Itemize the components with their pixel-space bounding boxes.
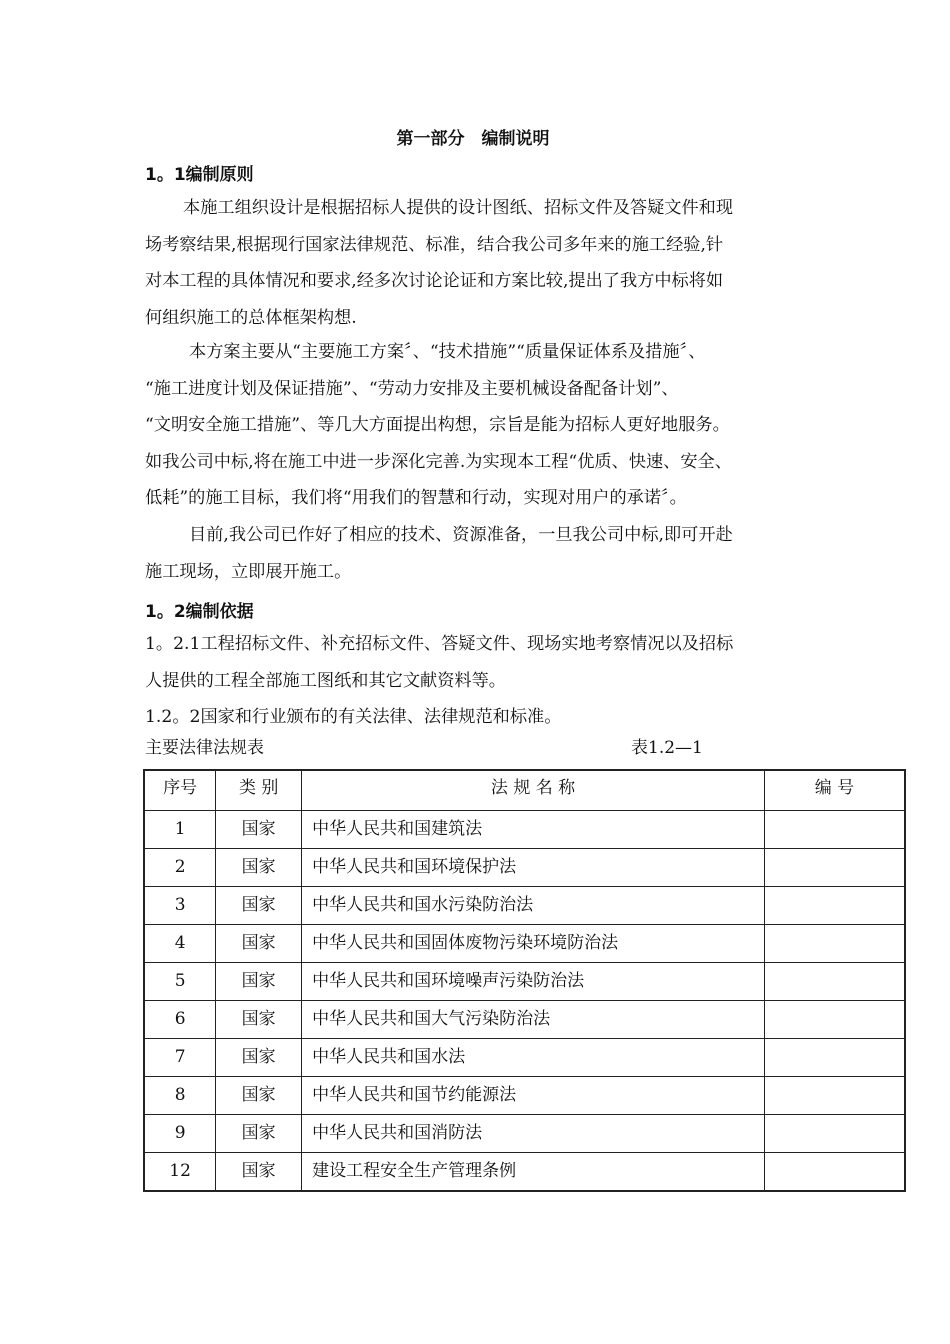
paragraph-basis-item-1: [145, 626, 815, 699]
table-header-row: [144, 770, 905, 811]
text-line: 1.2。2国家和行业颁布的有关法律、法律规范和标准。: [145, 707, 562, 727]
cell-no: 1: [144, 811, 216, 849]
table-row: [144, 1077, 905, 1115]
cell-no: 2: [144, 849, 216, 887]
cell-code: [764, 1077, 905, 1115]
cell-name: 中华人民共和国环境保护法: [302, 849, 765, 887]
laws-table: [143, 769, 906, 1192]
cell-name: 中华人民共和国消防法: [302, 1115, 765, 1153]
paragraph-basis-item-2: [145, 699, 815, 736]
cell-code: [764, 849, 905, 887]
table-row: [144, 1115, 905, 1153]
cell-no: 12: [144, 1153, 216, 1192]
cell-type: 国家: [216, 1153, 302, 1192]
text-line: 低耗”的施工目标，我们将“用我们的智慧和行动，实现对用户的承诺〞。: [145, 488, 687, 508]
cell-name: 中华人民共和国大气污染防治法: [302, 1001, 765, 1039]
table-row: [144, 849, 905, 887]
cell-no: 8: [144, 1077, 216, 1115]
text-line: 1。2.1工程招标文件、补充招标文件、答疑文件、现场实地考察情况以及招标: [145, 634, 734, 654]
cell-name: 中华人民共和国环境噪声污染防治法: [302, 963, 765, 1001]
col-header-code: 编 号: [764, 770, 905, 811]
cell-type: 国家: [216, 849, 302, 887]
table-caption: 主要法律法规表: [145, 738, 264, 758]
cell-name: 中华人民共和国固体废物污染环境防治法: [302, 925, 765, 963]
text-line: 本方案主要从“主要施工方案〞、“技术措施”“质量保证体系及措施〞、: [189, 342, 706, 362]
table-row: [144, 963, 905, 1001]
table-row: [144, 925, 905, 963]
cell-no: 9: [144, 1115, 216, 1153]
cell-code: [764, 1153, 905, 1192]
text-line: 何组织施工的总体框架构想.: [145, 307, 357, 328]
cell-no: 4: [144, 925, 216, 963]
text-line: “文明安全施工措施”、等几大方面提出构想，宗旨是能为招标人更好地服务。: [145, 415, 730, 435]
cell-type: 国家: [216, 811, 302, 849]
cell-code: [764, 1039, 905, 1077]
col-header-no: 序号: [144, 770, 216, 811]
table-row: [144, 1001, 905, 1039]
cell-type: 国家: [216, 1001, 302, 1039]
table-row: [144, 1153, 905, 1192]
text-line: 本施工组织设计是根据招标人提供的设计图纸、招标文件及答疑文件和现: [183, 198, 734, 218]
paragraph-principles: [145, 190, 815, 336]
paragraph-preparation: [145, 517, 815, 590]
cell-no: 7: [144, 1039, 216, 1077]
text-line: 施工现场，立即展开施工。: [145, 561, 352, 582]
cell-code: [764, 1115, 905, 1153]
cell-name: 建设工程安全生产管理条例: [302, 1153, 765, 1192]
col-header-name: 法 规 名 称: [302, 770, 765, 811]
text-line: 对本工程的具体情况和要求,经多次讨论论证和方案比较,提出了我方中标将如: [145, 271, 724, 291]
cell-no: 5: [144, 963, 216, 1001]
cell-name: 中华人民共和国水法: [302, 1039, 765, 1077]
table-row: [144, 887, 905, 925]
cell-type: 国家: [216, 1115, 302, 1153]
cell-name: 中华人民共和国水污染防治法: [302, 887, 765, 925]
cell-code: [764, 925, 905, 963]
page-title: 第一部分 编制说明: [396, 129, 550, 149]
cell-type: 国家: [216, 1039, 302, 1077]
cell-type: 国家: [216, 887, 302, 925]
text-line: 目前,我公司已作好了相应的技术、资源准备，一旦我公司中标,即可开赴: [189, 525, 733, 545]
text-line: 人提供的工程全部施工图纸和其它文献资料等。: [145, 670, 506, 691]
cell-type: 国家: [216, 925, 302, 963]
cell-type: 国家: [216, 963, 302, 1001]
table-number: 表1.2—1: [631, 738, 703, 758]
table-row: [144, 1039, 905, 1077]
cell-name: 中华人民共和国建筑法: [302, 811, 765, 849]
paragraph-plan-overview: [145, 334, 815, 517]
col-header-type: 类 别: [216, 770, 302, 811]
cell-type: 国家: [216, 1077, 302, 1115]
cell-code: [764, 963, 905, 1001]
section-heading-basis: 1。2编制依据: [145, 602, 254, 622]
cell-code: [764, 887, 905, 925]
cell-name: 中华人民共和国节约能源法: [302, 1077, 765, 1115]
text-line: “施工进度计划及保证措施”、“劳动力安排及主要机械设备配备计划”、: [145, 378, 679, 399]
text-line: 场考察结果,根据现行国家法律规范、标准，结合我公司多年来的施工经验,针: [145, 234, 724, 255]
cell-no: 6: [144, 1001, 216, 1039]
cell-code: [764, 1001, 905, 1039]
cell-code: [764, 811, 905, 849]
table-row: [144, 811, 905, 849]
text-line: 如我公司中标,将在施工中进一步深化完善.为实现本工程“优质、快速、安全、: [145, 451, 732, 472]
section-heading-principles: 1。1编制原则: [145, 165, 254, 185]
cell-no: 3: [144, 887, 216, 925]
